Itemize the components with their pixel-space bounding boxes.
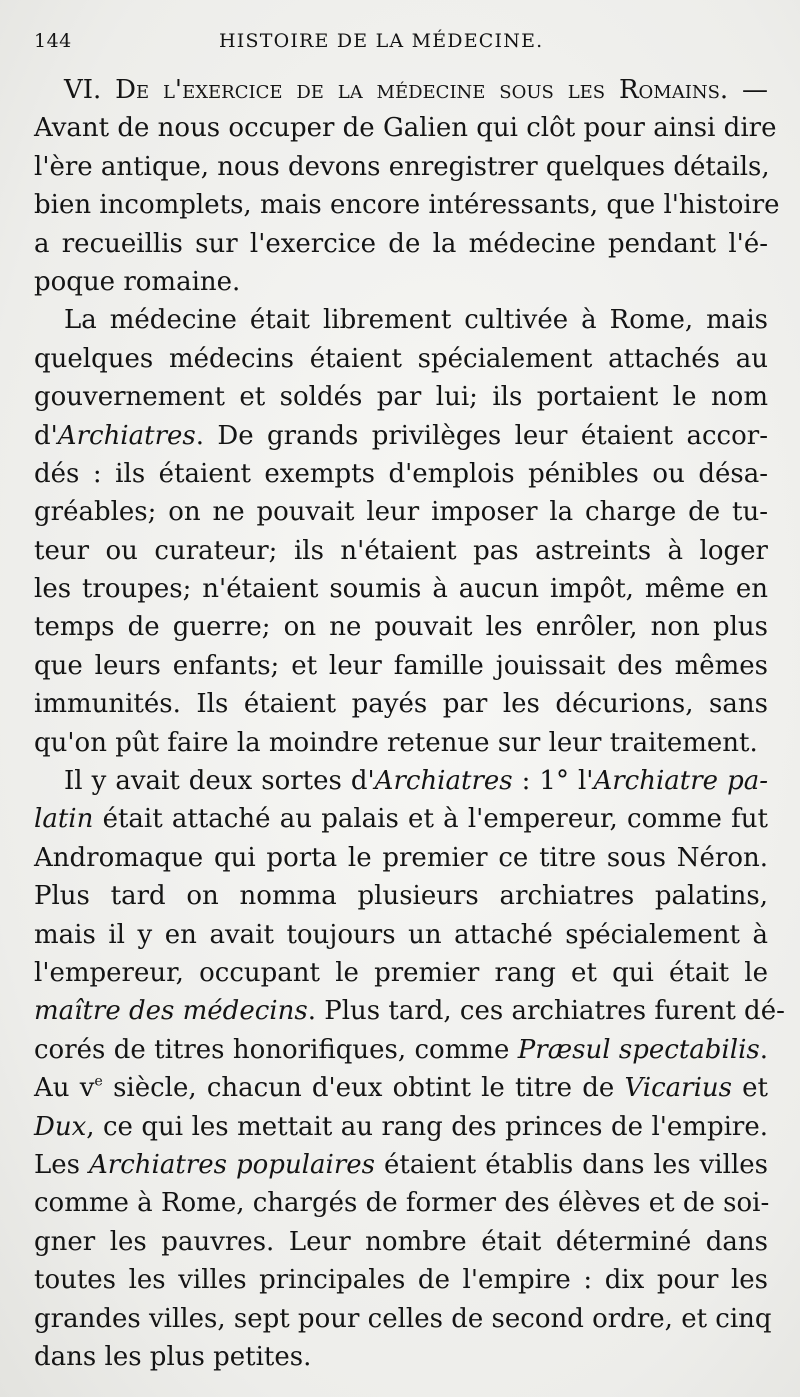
text-line: La médecine était librement cultivée à Rome, mais xyxy=(64,305,768,336)
text-line: l'empereur, occupant le premier rang et qui était le xyxy=(34,957,768,988)
italic-term: latin xyxy=(34,804,94,835)
text-line: poque romaine. xyxy=(34,266,241,297)
text-segment: et xyxy=(731,1073,768,1104)
text-line: dés : ils étaient exempts d'emplois pénibles ou désa- xyxy=(34,458,768,489)
text-line: a recueillis sur l'exercice de la médecine pendant l'é- xyxy=(34,228,768,259)
text-line: qu'on pût faire la moindre retenue sur leur traitement. xyxy=(34,727,758,758)
text-segment: d' xyxy=(34,420,58,451)
text-line: gréables; on ne pouvait leur imposer la charge de tu- xyxy=(34,497,768,528)
italic-term: Dux xyxy=(34,1111,87,1142)
text-line: gner les pauvres. Leur nombre était déterminé dans xyxy=(34,1226,768,1257)
text-line xyxy=(34,417,768,455)
text-line: grandes villes, sept pour celles de second ordre, et cinq xyxy=(34,1303,772,1334)
text-line: bien incomplets, mais encore intéressants, que l'histoire xyxy=(34,190,780,221)
text-line xyxy=(34,1031,768,1069)
text-segment: . Plus tard, ces archiatres furent dé- xyxy=(307,996,785,1027)
text-line: toutes les villes principales de l'empire : dix pour les xyxy=(34,1265,768,1296)
italic-term: Vicarius xyxy=(624,1073,732,1104)
text-segment: : 1° l' xyxy=(512,766,594,797)
italic-term: maître des médecins xyxy=(34,996,308,1027)
text-segment: . xyxy=(759,1034,768,1065)
italic-term: Archiatres xyxy=(57,420,196,451)
text-segment: siècle, chacun d'eux obtint le titre de xyxy=(102,1073,625,1104)
text-line: que leurs enfants; et leur famille jouissait des mêmes xyxy=(34,650,768,681)
text-line: comme à Rome, chargés de former des élèves et de soi- xyxy=(34,1188,770,1219)
section-heading xyxy=(34,71,768,109)
text-line: les troupes; n'étaient soumis à aucun impôt, même en xyxy=(34,574,768,605)
text-line: quelques médecins étaient spécialement attachés au xyxy=(34,343,768,374)
text-line: temps de guerre; on ne pouvait les enrôler, non plus xyxy=(34,612,768,643)
italic-term: Archiatre pa- xyxy=(593,766,768,797)
text-line: dans les plus petites. xyxy=(34,1341,312,1372)
text-segment: Au v xyxy=(34,1073,95,1104)
text-line xyxy=(34,762,768,800)
text-line xyxy=(34,1146,768,1184)
text-segment: Il y avait deux sortes d' xyxy=(64,766,375,797)
page-header xyxy=(34,30,766,60)
section-dash: — xyxy=(742,75,769,105)
text-line: mais il y en avait toujours un attaché spécialement à xyxy=(34,919,768,950)
text-line: Andromaque qui porta le premier ce titre sous Néron. xyxy=(34,842,768,873)
text-line: l'ère antique, nous devons enregistrer quelques détails, xyxy=(34,151,770,182)
text-line: Avant de nous occuper de Galien qui clôt pour ainsi dire xyxy=(34,113,777,144)
text-segment: . De grands privilèges leur étaient accor- xyxy=(195,420,768,451)
text-segment: corés de titres honorifiques, comme xyxy=(34,1034,518,1065)
text-line: teur ou curateur; ils n'étaient pas astreints à loger xyxy=(34,535,768,566)
italic-term: Archiatres populaires xyxy=(89,1149,375,1180)
italic-term: Archiatres xyxy=(374,766,513,797)
section-title: De l'exercice de la médecine sous les Romains. xyxy=(115,75,729,105)
superscript: e xyxy=(94,1073,103,1090)
text-segment: Les xyxy=(34,1149,90,1180)
italic-term: Præsul spectabilis xyxy=(517,1034,760,1065)
text-line: gouvernement et soldés par lui; ils portaient le nom xyxy=(34,382,768,413)
body-text xyxy=(34,71,785,1376)
text-line: immunités. Ils étaient payés par les décurions, sans xyxy=(34,689,768,720)
text-line xyxy=(34,1069,768,1107)
page-number: 144 xyxy=(34,30,72,52)
section-number: VI. xyxy=(64,75,102,105)
text-line xyxy=(34,800,768,838)
text-line: Plus tard on nomma plusieurs archiatres palatins, xyxy=(34,881,768,912)
text-segment: étaient établis dans les villes xyxy=(374,1149,768,1180)
text-line xyxy=(34,992,785,1030)
text-line xyxy=(34,1108,768,1146)
text-segment: était attaché au palais et à l'empereur, comme fut xyxy=(93,804,768,835)
running-title: HISTOIRE DE LA MÉDECINE. xyxy=(219,30,544,52)
text-segment: , ce qui les mettait au rang des princes de l'empire. xyxy=(86,1111,768,1142)
